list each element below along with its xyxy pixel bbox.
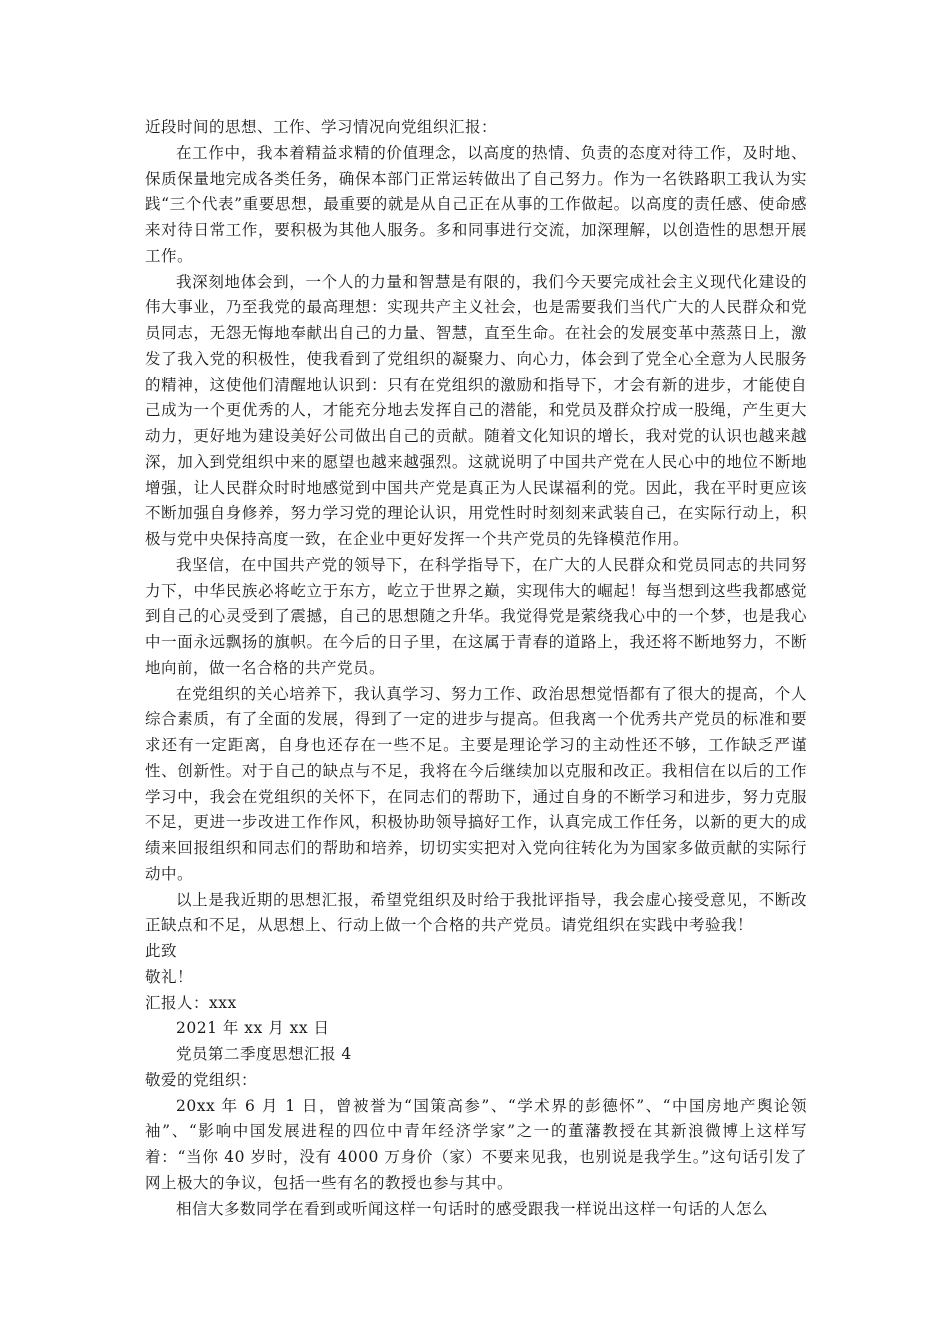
paragraph-conclusion: 以上是我近期的思想汇报，希望党组织及时给于我批评指导，我会虚心接受意见，不断改正缺点和不足，从思想上、行动上做一个合格的共产党员。请党组织在实践中考验我！ — [145, 890, 807, 935]
document-body — [145, 115, 807, 1222]
paragraph-self-assessment: 在党组织的关心培养下，我认真学习、努力工作、政治思想觉悟都有了很大的提高，个人综合素质，有了全面的发展，得到了一定的进步与提高。但我离一个优秀共产党员的标准和要求还有一定距离，自身也还存在一些不足。主要是理论学习的主动性还不够，工作缺乏严谨性、创新性。对于自己的缺点与不足，我将在今后继续加以克服和改正。我相信在以后的工作学习中，我会在党组织的关怀下，在同志们的帮助下，通过自身的不断学习和进步，努力克服不足，更进一步改进工作作风，积极协助领导搞好工作，认真完成工作任务，以新的更大的成绩来回报组织和同志们的帮助和培养，切切实实把对入党向往转化为为国家多做贡献的实际行动中。 — [145, 684, 807, 883]
salutation-line: 敬爱的党组织： — [145, 1070, 258, 1089]
paragraph-dongfan: 20xx 年 6 月 1 日，曾被誉为“国策高参”、“学术界的彭德怀”、“中国房地产舆论领袖”、“影响中国发展进程的四位中青年经济学家”之一的董藩教授在其新浪微博上这样写着：“当你 40 岁时，没有 4000 万身价（家）不要来见我，也别说是我学生。”这句话引发了网上极大的争议，包括一些有名的教授也参与其中。 — [145, 1096, 807, 1192]
next-report-title: 党员第二季度思想汇报 4 — [176, 1045, 352, 1063]
closing-cizhi: 此致 — [145, 942, 178, 960]
closing-jingli: 敬礼！ — [145, 967, 194, 986]
paragraph-belief: 我坚信，在中国共产党的领导下，在科学指导下，在广大的人民群众和党员同志的共同努力下，中华民族必将屹立于东方，屹立于世界之巅，实现伟大的崛起！每当想到这些我都感觉到自己的心灵受到了震撼，自己的思想随之升华。我觉得党是萦绕我心中的一个梦，也是我心中一面永远飘扬的旗帜。在今后的日子里，在这属于青春的道路上，我还将不断地努力，不断地向前，做一名合格的共产党员。 — [145, 555, 807, 677]
date-line: 2021 年 xx 月 xx 日 — [176, 1019, 330, 1038]
reporter-line: 汇报人：xxx — [145, 993, 237, 1012]
paragraph-believe: 相信大多数同学在看到或听闻这样一句话时的感受跟我一样说出这样一句话的人怎么 — [176, 1199, 769, 1218]
intro-line: 近段时间的思想、工作、学习情况向党组织汇报： — [145, 118, 498, 136]
paragraph-work: 在工作中，我本着精益求精的价值理念，以高度的热情、负责的态度对待工作，及时地、保质保量地完成各类任务，确保本部门正常运转做出了自己努力。作为一名铁路职工我认为实践“三个代表”重要思想，最重要的就是从自己正在从事的工作做起。以高度的责任感、使命感来对待日常工作，要积极为其他人服务。多和同事进行交流，加深理解，以创造性的思想开展工作。 — [145, 143, 807, 265]
paragraph-understanding: 我深刻地体会到，一个人的力量和智慧是有限的，我们今天要完成社会主义现代化建设的伟大事业，乃至我党的最高理想：实现共产主义社会，也是需要我们当代广大的人民群众和党员同志，无怨无悔地奉献出自己的力量、智慧，直至生命。在社会的发展变革中蒸蒸日上，激发了我入党的积极性，使我看到了党组织的凝聚力、向心力，体会到了党全心全意为人民服务的精神，这使他们清醒地认识到：只有在党组织的激励和指导下，才会有新的进步，才能使自己成为一个更优秀的人，才能充分地去发挥自己的潜能，和党员及群众拧成一股绳，产生更大动力，更好地为建设美好公司做出自己的贡献。随着文化知识的增长，我对党的认识也越来越深，加入到党组织中来的愿望也越来越强烈。这就说明了中国共产党在人民心中的地位不断地增强，让人民群众时时地感觉到中国共产党是真正为人民谋福利的党。因此，我在平时更应该不断加强自身修养，努力学习党的理论认识，用党性时时刻刻来武装自己，在实际行动上，积极与党中央保持高度一致，在企业中更好发挥一个共产党员的先锋模范作用。 — [145, 272, 807, 548]
